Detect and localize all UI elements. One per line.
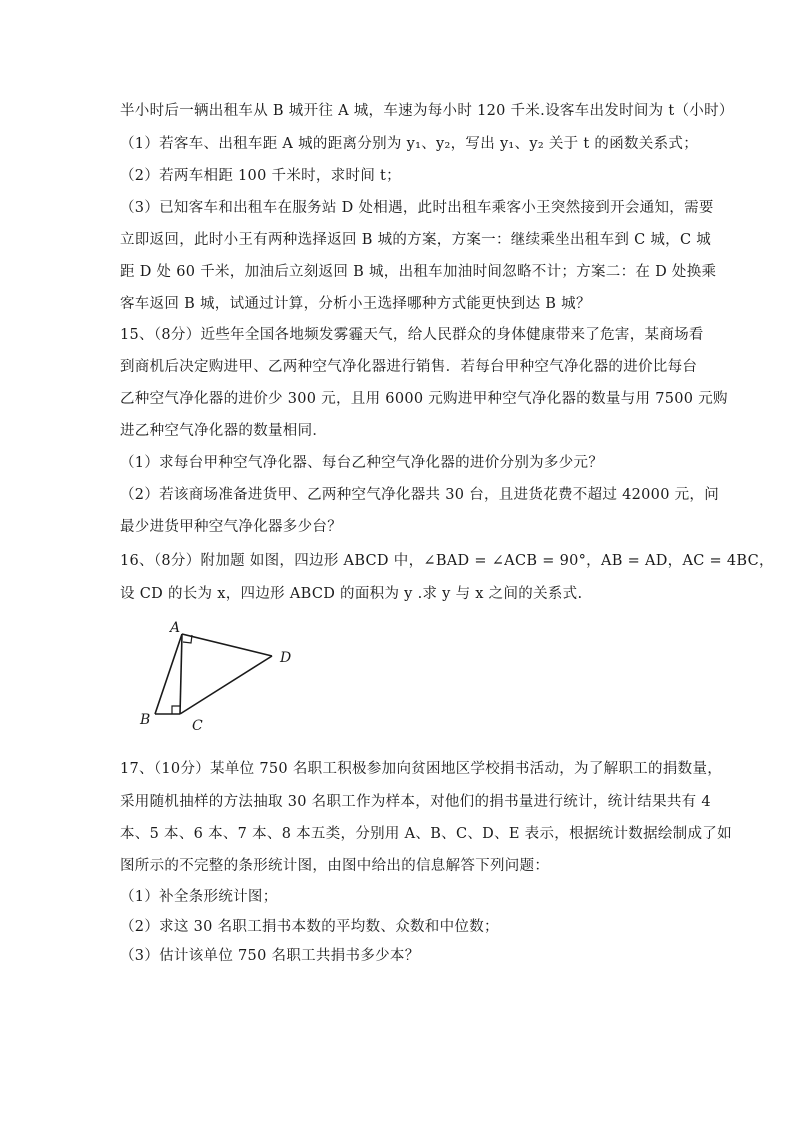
problem-14-part-3-line-3: 距 D 处 60 千米，加油后立刻返回 B 城，出租车加油时间忽略不计；方案二：在 D 处换乘 [120,264,717,280]
problem-14-part-1: （1）若客车、出租车距 A 城的距离分别为 y₁、y₂，写出 y₁、y₂ 关于 t 的函数关系式； [120,136,699,152]
problem-17-stem-line-2: 采用随机抽样的方法抽取 30 名职工作为样本，对他们的捐书量进行统计，统计结果共有 4 [120,794,711,810]
problem-14-part-2: （2）若两车相距 100 千米时，求时间 t； [120,168,401,184]
problem-14-part-3-line-4: 客车返回 B 城，试通过计算，分析小王选择哪种方式能更快到达 B 城？ [120,296,591,312]
problem-17-part-1: （1）补全条形统计图； [120,889,278,905]
problem-15-stem: 15、（8分）近些年全国各地频发雾霾天气，给人民群众的身体健康带来了危害，某商场看 [120,327,704,343]
vertex-label-b: B [140,712,151,728]
problem-15-stem-line-4: 进乙种空气净化器的数量相同． [120,423,328,439]
problem-17-part-2: （2）求这 30 名职工捐书本数的平均数、众数和中位数； [120,919,499,935]
right-angle-mark-c [172,706,180,714]
vertex-label-c: C [192,718,203,734]
segment-ac [180,634,182,714]
problem-15-part-1: （1）求每台甲种空气净化器、每台乙种空气净化器的进价分别为多少元？ [120,455,604,471]
problem-15-part-2-line-2: 最少进货甲种空气净化器多少台？ [120,519,342,535]
problem-17-stem-line-3: 本、5 本、6 本、7 本、8 本五类，分别用 A、B、C、D、E 表示，根据统计数据绘制成了如 [120,826,732,842]
quadrilateral-abcd-figure [120,612,310,742]
problem-17-stem: 17、（10分）某单位 750 名职工积极参加向贫困地区学校捐书活动，为了解职工的捐数量， [120,761,723,777]
problem-17-stem-line-4: 图所示的不完整的条形统计图，由图中给出的信息解答下列问题： [120,858,550,874]
problem-16-stem-line-2: 设 CD 的长为 x，四边形 ABCD 的面积为 y .求 y 与 x 之间的关系式. [120,586,583,602]
segment-ab [155,634,182,714]
problem-14-part-3: （3）已知客车和出租车在服务站 D 处相遇，此时出租车乘客小王突然接到开会通知，需要 [120,200,714,216]
vertex-label-a: A [170,620,181,636]
problem-16-stem: 16、（8分）附加题 如图，四边形 ABCD 中，∠BAD = ∠ACB = 90°，AB = AD，AC = 4BC， [120,553,774,569]
problem-14-text-line: 半小时后一辆出租车从 B 城开往 A 城，车速为每小时 120 千米.设客车出发时间为 t（小时） [120,103,734,119]
problem-15-stem-line-2: 到商机后决定购进甲、乙两种空气净化器进行销售．若每台甲种空气净化器的进价比每台 [120,359,698,375]
segment-cd [180,656,272,714]
problem-15-stem-line-3: 乙种空气净化器的进价少 300 元，且用 6000 元购进甲种空气净化器的数量与用 7500 元购 [120,391,728,407]
problem-14-part-3-line-2: 立即返回，此时小王有两种选择返回 B 城的方案，方案一：继续乘坐出租车到 C 城，C 城 [120,232,712,248]
problem-15-part-2: （2）若该商场准备进货甲、乙两种空气净化器共 30 台，且进货花费不超过 42000 元，问 [120,487,720,503]
segment-ad [182,634,272,656]
vertex-label-d: D [280,650,292,666]
problem-17-part-3: （3）估计该单位 750 名职工共捐书多少本？ [120,948,420,964]
